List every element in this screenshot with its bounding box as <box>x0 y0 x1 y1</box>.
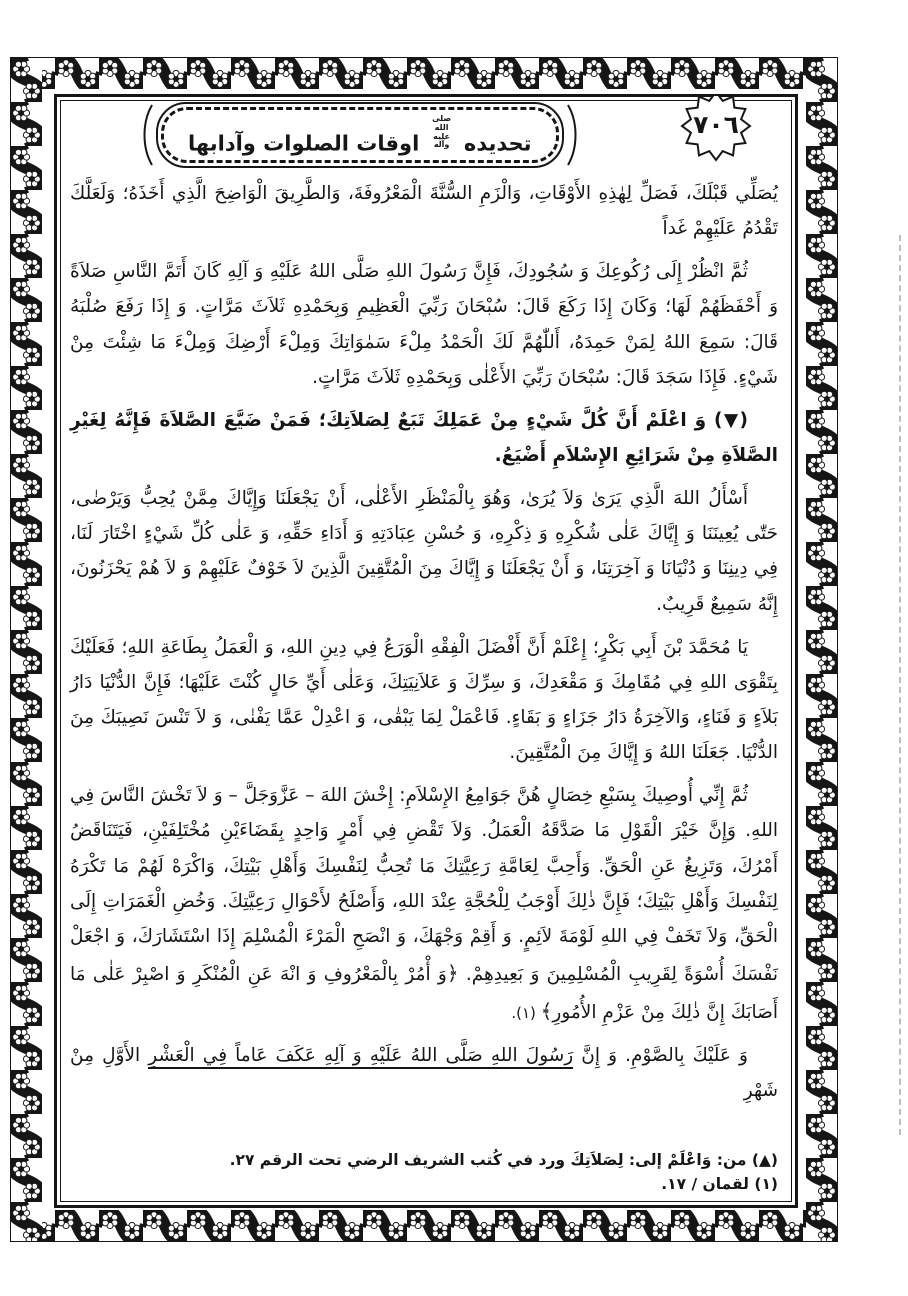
paragraph-4: أَسْأَلُ اللهَ الَّذِي يَرَىٰ وَلاَ يُرَىٰ، وَهُوَ بِالْمَنْظَرِ الأَعْلٰى، أَنْ يَجْعَلَنَا وَإِيَّاكَ مِمَّنْ يُحِبُّ وَيَرْضٰى، حَتّٰى يُعِينَنَا وَ إِيَّاكَ عَلٰى شُكْرِهِ وَ ذِكْرِهِ، وَ حُسْنِ عِبَادَتِهِ وَ أَدَاءِ حَقِّهِ، وَ عَلٰى كُلِّ شَيْءٍ اخْتَارَ لَنَا، فِي دِينِنَا وَ دُنْيَانَا وَ آخِرَتِنَا، وَ أَنْ يَجْعَلَنَا وَ إِيَّاكَ مِنَ الْمُتَّقِينَ الَّذِينَ لاَ خَوْفٌ عَلَيْهِمْ وَ لاَ هُمْ يَحْزَنُونَ، إِنَّهُ سَمِيعٌ قَرِيبٌ. <box>70 488 778 615</box>
chapter-title <box>161 107 559 163</box>
paragraph-6 <box>70 778 778 1030</box>
quran-quote-text: وَ أْمُرْ بِالْمَعْرُوفِ وَ انْهَ عَنِ الْمُنْكَرِ وَ اصْبِرْ عَلٰى مَا أَصَابَكَ إِنَّ ذٰلِكَ مِنْ عَزْمِ الأُمُورِ <box>70 963 778 1024</box>
footnotes <box>70 1148 778 1196</box>
paragraph-7 <box>70 1038 778 1108</box>
cartouche-box <box>156 102 564 168</box>
page-content <box>58 96 794 1204</box>
footnote-1-text: من: وَاعْلَمْ إلى: لِصَلاَتِكَ ورد في كُتب الشريف الرضي تحت الرقم ٢٧. <box>229 1150 747 1169</box>
quran-quote-open-icon: ﴿ <box>446 960 459 985</box>
chapter-title-rest: اوقات الصلوات وآدابها <box>188 131 420 156</box>
border-right-band <box>806 58 837 1241</box>
footnote-1 <box>70 1148 778 1172</box>
paragraph-6-text: ثُمَّ إِنِّي أُوصِيكَ بِسَبْعِ خِصَالٍ هُنَّ جَوَامِعُ الإِسْلاَمِ: إِخْشَ اللهَ – عَزَّوَجَلَّ – وَ لاَ تَخْشَ النَّاسَ فِي اللهِ. وَإِنَّ خَيْرَ الْقَوْلِ مَا صَدَّقَهُ الْعَمَلُ. وَلاَ تَقْضِ فِي أَمْرٍ وَاحِدٍ بِقَضَاءَيْنِ مُخْتَلِفَيْنِ، فَيَتَنَاقَضُ أَمْرُكَ، وَتَزِيغُ عَنِ الْحَقِّ. وَأَحِبَّ لِعَامَّةِ رَعِيَّتِكَ مَا تُحِبُّ لِنَفْسِكَ وَأَهْلِ بَيْتِكَ، وَاكْرَهْ لَهُمْ مَا تَكْرَهُ لِنَفْسِكَ وَأَهْلِ بَيْتِكَ؛ فَإِنَّ ذٰلِكَ أَوْجَبُ لِلْحُجَّةِ عِنْدَ اللهِ، وَأَصْلَحُ لأَحْوَالِ رَعِيَّتِكَ. وَخُضِ الْغَمَرَاتِ إِلَى الْحَقِّ، وَلاَ تَخَفْ فِي اللهِ لَوْمَةَ لاَئِمٍ. وَ أَقِمْ وَجْهَكَ، وَ انْصَحِ الْمَرْءَ الْمُسْلِمَ إِذَا اسْتَشَارَكَ، وَ اجْعَلْ نَفْسَكَ أُسْوَةً لِقَرِيبِ الْمُسْلِمِينَ وَ بَعِيدِهِمْ. <box>70 785 778 985</box>
cartouche-right-paren-icon <box>566 102 580 168</box>
border-top-band <box>11 58 837 89</box>
body-text <box>58 174 794 1128</box>
triangle-down-marker: (▼) <box>713 409 748 431</box>
paragraph-7-start: وَ عَلَيْكَ بِالصَّوْمِ. وَ إِنَّ <box>573 1045 748 1067</box>
page-edge-artifact <box>899 235 901 1135</box>
footnote-2: (١) لقمان / ١٧. <box>661 1174 778 1193</box>
page-number-medallion <box>680 96 752 162</box>
cartouche-left-paren-icon <box>140 102 154 168</box>
triangle-up-marker: (▲) <box>751 1150 778 1169</box>
paragraph-5: يَا مُحَمَّدَ بْنَ أَبِي بَكْرٍ؛ إِعْلَمْ أَنَّ أَفْضَلَ الْفِقْهِ الْوَرَعُ فِي دِينِ اللهِ، وَ الْعَمَلُ بِطَاعَةِ اللهِ؛ فَعَلَيْكَ بِتَقْوَى اللهِ فِي مُقَامِكَ وَ مَقْعَدِكَ، وَ سِرِّكَ وَ عَلاَنِيَتِكَ، وَعَلٰى أَيِّ حَالٍ كُنْتَ عَلَيْهَا؛ فَإِنَّ الدُّنْيَا دَارُ بَلاَءٍ وَ فَنَاءٍ، وَالآخِرَةُ دَارُ جَزَاءٍ وَ بَقَاءٍ. فَاعْمَلْ لِمَا يَبْقٰى، وَ اعْدِلْ عَمَّا يَفْنٰى، وَ لاَ تَنْسَ نَصِيبَكَ مِنَ الدُّنْيَا. جَعَلَنَا اللهُ وَ إِيَّاكَ مِنَ الْمُتَّقِينَ. <box>70 636 778 764</box>
border-bottom-band <box>11 1210 837 1241</box>
footnote-reference-1: (١). <box>511 1004 541 1023</box>
chapter-title-cartouche <box>138 102 582 168</box>
page-number: ٧٠٦ <box>693 109 739 139</box>
chapter-title-main: تحديده <box>463 131 532 156</box>
paragraph-3 <box>70 403 778 473</box>
paragraph-7-underlined: رَسُولَ اللهِ صَلَّى اللهُ عَلَيْهِ وَ آلِهِ عَكَفَ عَاماً فِي الْعَشْرِ <box>148 1045 573 1069</box>
paragraph-3-text: وَ اعْلَمْ أَنَّ كُلَّ شَيْءٍ مِنْ عَمَلِكَ تَبَعٌ لِصَلاَتِكَ؛ فَمَنْ ضَيَّعَ الصَّلاَةَ فَإِنَّهُ لِغَيْرِ الصَّلاَةِ مِنْ شَرَائِعِ الإِسْلاَمِ أَضْيَعُ. <box>70 409 778 466</box>
salawat-ligature: صلى الله عليه وآله <box>432 114 452 150</box>
paragraph-2: ثُمَّ انْظُرْ إِلَى رُكُوعِكَ وَ سُجُودِكَ، فَإِنَّ رَسُولَ اللهِ صَلَّى اللهُ عَلَيْهِ وَ آلِهِ كَانَ أَتَمَّ النَّاسِ صَلاَةً وَ أَحْفَظَهُمْ لَهَا؛ وَكَانَ إِذَا رَكَعَ قَالَ: سُبْحَانَ رَبِّيَ الْعَظِيمِ وَبِحَمْدِهِ ثَلاَثَ مَرَّاتٍ. وَ إِذَا رَفَعَ صُلْبَهُ قَالَ: سَمِعَ اللهُ لِمَنْ حَمِدَهُ، أَللّٰهُمَّ لَكَ الْحَمْدُ مِلْءَ سَمٰوَاتِكَ وَمِلْءَ أَرْضِكَ وَمِلْءَ مَا شِئْتَ مِنْ شَيْءٍ. فَإِذَا سَجَدَ قَالَ: سُبْحَانَ رَبِّيَ الأَعْلٰى وَبِحَمْدِهِ ثَلاَثَ مَرَّاتٍ. <box>70 261 778 388</box>
paragraph-7-end: الأَوَّلِ مِنْ شَهْرِ <box>70 1045 778 1102</box>
page-header <box>58 96 794 174</box>
paragraph-1: يُصَلِّي قَبْلَكَ، فَصَلِّ لِهٰذِهِ الأَوْقَاتِ، وَالْزَمِ السُّنَّةَ الْمَعْرُوفَةَ، وَالطَّرِيقَ الْوَاضِحَ الَّذِي أَخَذَهُ؛ وَلَعَلَّكَ تَقْدُمُ عَلَيْهِمْ غَداً <box>70 183 778 240</box>
border-left-band <box>11 58 42 1241</box>
quran-quote-close-icon: ﴾ <box>540 999 553 1024</box>
